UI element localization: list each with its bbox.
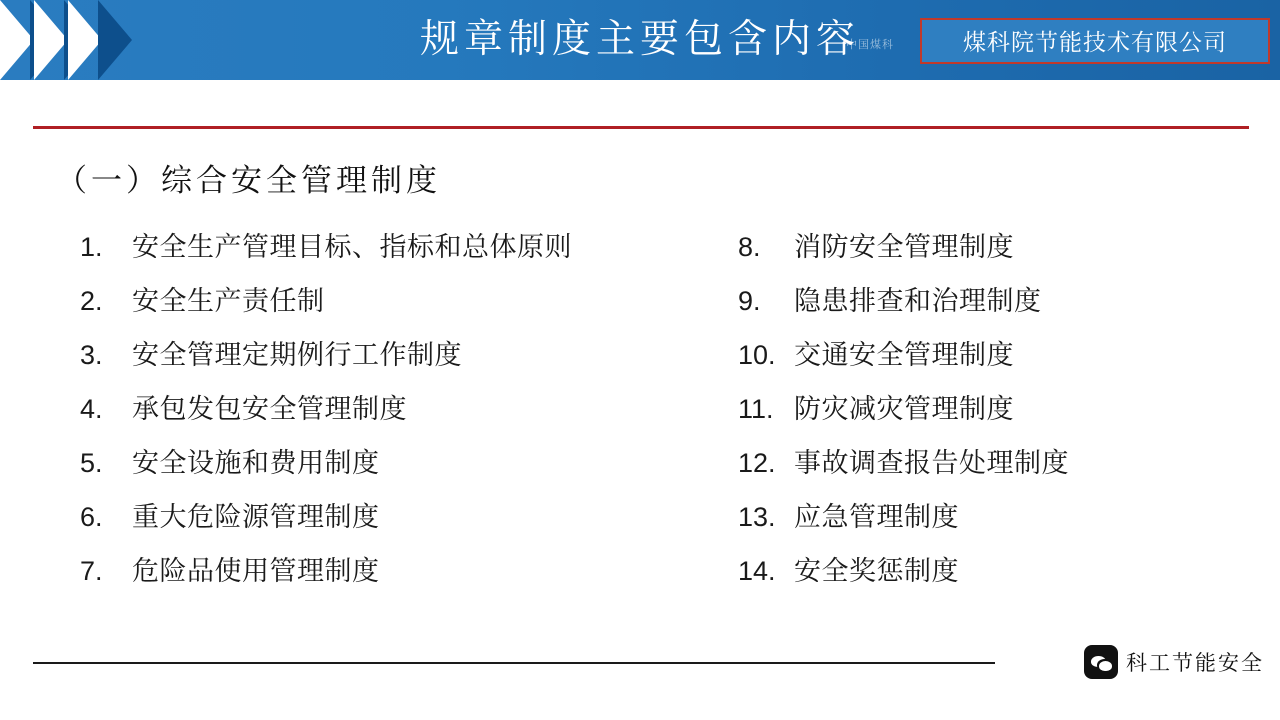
list-item-number: 5. bbox=[80, 448, 103, 478]
slide-header bbox=[0, 0, 1280, 80]
list-item-number: 10. bbox=[738, 340, 776, 370]
list-item-label: 事故调查报告处理制度 bbox=[794, 448, 1069, 478]
wechat-icon bbox=[1084, 645, 1118, 679]
list-item-number: 8. bbox=[738, 232, 761, 262]
list-item-number: 4. bbox=[80, 394, 103, 424]
list-item bbox=[738, 387, 1258, 441]
company-name-badge: 煤科院节能技术有限公司 bbox=[920, 18, 1270, 64]
footer-divider bbox=[33, 662, 995, 664]
header-divider bbox=[33, 126, 1249, 129]
list-item bbox=[738, 333, 1258, 387]
list-item-label: 消防安全管理制度 bbox=[794, 232, 1014, 262]
list-item-number: 11. bbox=[738, 394, 774, 424]
list-item bbox=[80, 549, 700, 603]
page-title: 规章制度主要包含内容 bbox=[419, 18, 860, 61]
list-item-number: 7. bbox=[80, 556, 103, 586]
list-item-number: 2. bbox=[80, 286, 103, 316]
list-item-label: 承包发包安全管理制度 bbox=[132, 394, 407, 424]
list-item-label: 安全设施和费用制度 bbox=[132, 448, 380, 478]
list-item bbox=[738, 279, 1258, 333]
list-item bbox=[738, 225, 1258, 279]
list-item-number: 1. bbox=[80, 232, 103, 262]
list-item-number: 14. bbox=[738, 556, 776, 586]
list-item bbox=[80, 387, 700, 441]
footer-brand-label: 科工节能安全 bbox=[1126, 651, 1264, 675]
list-item-label: 交通安全管理制度 bbox=[794, 340, 1014, 370]
policy-list-right bbox=[738, 225, 1258, 603]
list-item bbox=[80, 333, 700, 387]
list-item-label: 安全管理定期例行工作制度 bbox=[132, 340, 462, 370]
footer-brand bbox=[1084, 645, 1264, 679]
list-item bbox=[738, 441, 1258, 495]
watermark-text: 中国煤科 bbox=[846, 39, 894, 51]
list-item bbox=[80, 225, 700, 279]
list-item-number: 13. bbox=[738, 502, 776, 532]
list-item-number: 6. bbox=[80, 502, 103, 532]
list-item-label: 隐患排查和治理制度 bbox=[794, 286, 1042, 316]
policy-list-left bbox=[80, 225, 700, 603]
list-item bbox=[738, 495, 1258, 549]
list-item-label: 危险品使用管理制度 bbox=[132, 556, 380, 586]
list-item-number: 9. bbox=[738, 286, 761, 316]
list-item bbox=[80, 441, 700, 495]
list-item bbox=[80, 279, 700, 333]
list-item-number: 3. bbox=[80, 340, 103, 370]
list-item-number: 12. bbox=[738, 448, 776, 478]
list-item bbox=[80, 495, 700, 549]
list-item-label: 重大危险源管理制度 bbox=[132, 502, 380, 532]
list-item-label: 防灾减灾管理制度 bbox=[794, 394, 1014, 424]
list-item-label: 应急管理制度 bbox=[794, 502, 959, 532]
list-item-label: 安全生产管理目标、指标和总体原则 bbox=[132, 232, 572, 262]
list-item bbox=[738, 549, 1258, 603]
list-item-label: 安全奖惩制度 bbox=[794, 556, 959, 586]
section-heading: （一）综合安全管理制度 bbox=[56, 163, 441, 198]
list-item-label: 安全生产责任制 bbox=[132, 286, 325, 316]
